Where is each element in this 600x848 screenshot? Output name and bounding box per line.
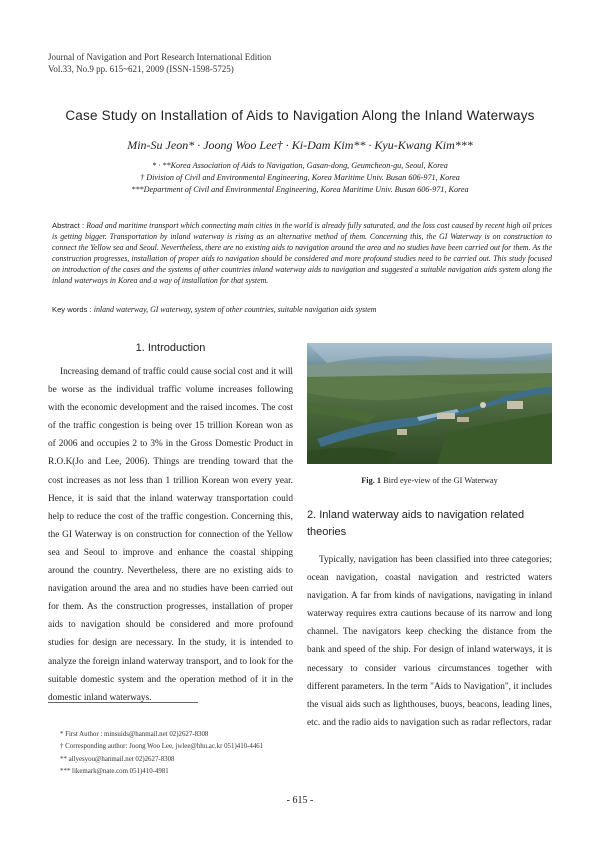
section-2-body xyxy=(307,551,552,732)
footnote-1: * First Author : minsuids@hanmail.net 02)2627-8308 xyxy=(60,731,209,738)
affiliation-2: † Division of Civil and Environmental Engineering, Korea Maritime Univ. Busan 606-971, Korea xyxy=(140,173,460,182)
affiliations xyxy=(0,160,600,196)
figure-aerial-photo xyxy=(307,343,552,464)
footnote-2: † Corresponding author: Joong Woo Lee, jwlee@hhu.ac.kr 051)410-4461 xyxy=(60,743,264,751)
footnote-4: *** likemark@nate.com 051)410-4981 xyxy=(60,767,169,775)
section-1-heading: 1. Introduction xyxy=(135,342,206,354)
abstract-text: Road and maritime transport which connecting main cities in the world is already fully saturated, and the loss cost caused by recent high oil prices is getting bigger. Transportation by inland waterway is rising as an alternative method of them. Concerning this, the GI Waterway is on construction to connect the Yellow sea and Seoul. Nevertheless, there are no existing aids to navigation around the area and no studies have been carried out for them. As the construction progresses, installation of proper aids to navigation should be considered and more profound studies need to be carried out. This study focused on introduction of the cases and the systems of other countries inland waterway aids to navigation and suggested a suitable navigation aids system along the inland waterways in Korea and a way of installation for that system. xyxy=(52,221,552,286)
page-number: - 615 - xyxy=(286,795,314,806)
section-2-heading: 2. Inland waterway aids to navigation related theories xyxy=(307,509,525,538)
footnote-divider xyxy=(48,702,198,703)
affiliation-1: * · **Korea Association of Aids to Navigation, Gasan-dong, Geumcheon-gu, Seoul, Korea xyxy=(152,161,448,170)
aerial-image xyxy=(307,343,552,464)
figure-label: Fig. 1 xyxy=(361,476,382,485)
keywords-label: Key words : xyxy=(52,305,94,314)
footnote-3: ** allyesyou@hanmail.net 02)2627-8308 xyxy=(60,755,175,763)
keywords-text: inland waterway, GI waterway, system of other countries, suitable navigation aids system xyxy=(93,305,377,314)
section-1-body xyxy=(48,363,293,707)
figure-caption xyxy=(307,476,552,485)
figure-caption-text: Bird eye-view of the GI Waterway xyxy=(381,476,498,485)
journal-volume: Vol.33, No.9 pp. 615~621, 2009 (ISSN-1598-5725) xyxy=(48,64,234,74)
abstract xyxy=(52,220,552,287)
section-2-paragraph: Typically, navigation has been classified into three categories; ocean navigation, coastal navigation and restricted waters navigation. A far from kinds of navigations, navigating in inland waterway requires extra cautions because of its narrow and long channel. The navigators keep checking the distance from the bank and speed of the ship. For design of inland waterways, it is necessary to consider various circumstances together with different parameters. In the term "Aids to Navigation", it includes the visual aids such as lighthouses, buoys, beacons, leading lines, etc. and the radio aids to navigation such as radar reflectors, radar xyxy=(307,555,552,728)
journal-header xyxy=(48,51,271,75)
paper-title: Case Study on Installation of Aids to Navigation Along the Inland Waterways xyxy=(65,108,535,123)
journal-name: Journal of Navigation and Port Research International Edition xyxy=(48,52,272,62)
author-list: Min-Su Jeon* · Joong Woo Lee† · Ki-Dam Kim** · Kyu-Kwang Kim*** xyxy=(127,138,473,152)
abstract-label: Abstract : xyxy=(52,221,87,230)
keywords xyxy=(52,305,552,314)
footnotes xyxy=(60,729,263,778)
affiliation-3: ***Department of Civil and Environmental Engineering, Korea Maritime Univ. Busan 606-971, Korea xyxy=(131,185,469,194)
section-1-paragraph: Increasing demand of traffic could cause social cost and it will be worse as the individual traffic volume increases following with the economic development and the raised incomes. The cost of the traffic congestion is being over 15 trillion Korean won as of 2006 and occupies 2 to 3% in the Gross Domestic Product in R.O.K(Jo and Lee, 2006). Things are trending toward that the cost increases as not less than 1 trillion Korean won every year. Hence, it is said that the inland waterway transportation could help to reduce the cost of the traffic congestion. Concerning this, the GI Waterway is on construction for connection of the Yellow sea and Seoul to improve and enhance the coastal shipping around the country. Nevertheless, there are no existing aids to navigation around the area and no studies have been carried out for them. As the construction progresses, installation of proper aids to navigation should be considered and more profound studies for design are necessary. In the study, it is intended to analyze the foreign inland waterway transport, and to look for the suitable domestic system and the operation method of it in the domestic inland waterways. xyxy=(48,367,293,703)
